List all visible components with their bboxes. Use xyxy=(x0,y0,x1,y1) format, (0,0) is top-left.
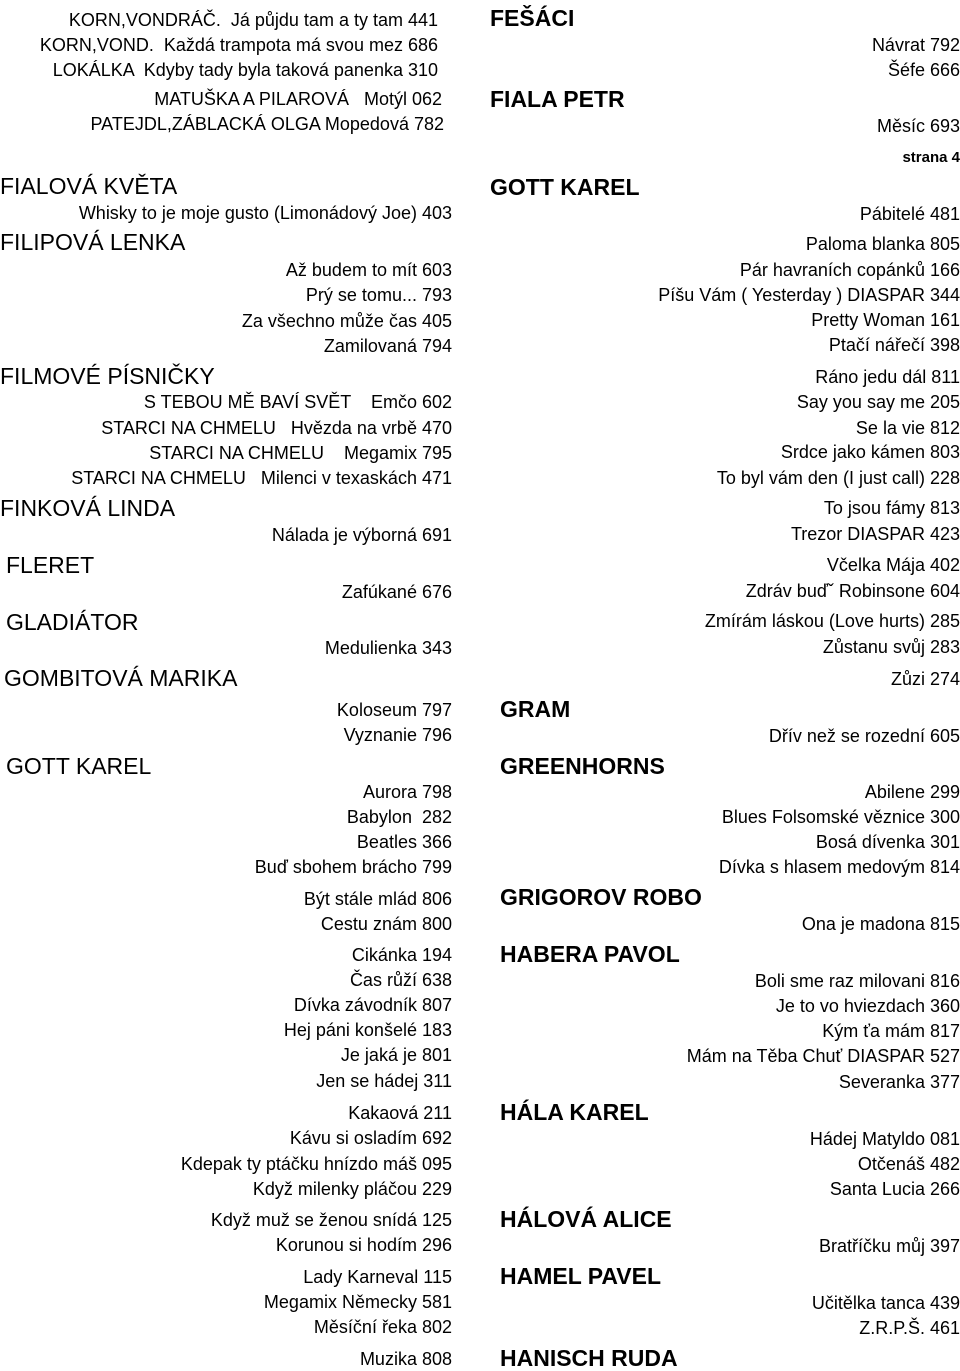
song-entry: To jsou fámy 813 xyxy=(823,498,960,518)
song-entry: Hádej Matyldo 081 xyxy=(809,1129,960,1149)
song-entry: Zmírám láskou (Love hurts) 285 xyxy=(704,611,960,631)
song-entry: Hej páni konšelé 183 xyxy=(283,1020,452,1040)
song-entry: Ptačí nářečí 398 xyxy=(828,335,960,355)
artist-heading: HAMEL PAVEL xyxy=(500,1263,662,1289)
song-entry: Bratříčku můj 397 xyxy=(818,1236,960,1256)
song-entry: Kdepak ty ptáčku hnízdo máš 095 xyxy=(180,1154,452,1174)
artist-heading: FIALA PETR xyxy=(490,86,625,112)
artist-heading: FINKOVÁ LINDA xyxy=(0,495,176,521)
song-entry: Vyznanie 796 xyxy=(343,725,452,745)
song-entry: Srdce jako kámen 803 xyxy=(780,442,960,462)
song-entry: Dřív než se rozední 605 xyxy=(768,726,960,746)
song-entry: Babylon 282 xyxy=(346,807,452,827)
artist-heading: GOMBITOVÁ MARIKA xyxy=(4,665,238,691)
artist-heading: HABERA PAVOL xyxy=(500,941,680,967)
song-entry: Měsíc 693 xyxy=(876,116,960,136)
song-entry: Medulienka 343 xyxy=(324,638,452,658)
page-number: strana 4 xyxy=(902,149,960,166)
artist-heading: FEŠÁCI xyxy=(490,5,575,31)
song-entry: Kým ťa mám 817 xyxy=(822,1021,960,1041)
song-entry: Když milenky pláčou 229 xyxy=(252,1179,452,1199)
song-entry: Kávu si osladím 692 xyxy=(289,1128,452,1148)
song-entry: Pár havraních copánků 166 xyxy=(739,260,960,280)
song-entry: Zůstanu svůj 283 xyxy=(822,637,960,657)
artist-heading: FIALOVÁ KVĚTA xyxy=(0,173,178,199)
song-entry: Nálada je výborná 691 xyxy=(271,525,452,545)
song-entry: STARCI NA CHMELU Milenci v texaskách 471 xyxy=(71,468,452,488)
song-entry: Whisky to je moje gusto (Limonádový Joe) 403 xyxy=(78,203,452,223)
song-entry: Abilene 299 xyxy=(864,782,960,802)
song-entry: Šéfe 666 xyxy=(887,60,960,80)
song-entry: Buď sbohem brácho 799 xyxy=(254,857,452,877)
song-entry: Být stále mlád 806 xyxy=(303,889,452,909)
song-entry: Když muž se ženou snídá 125 xyxy=(210,1210,452,1230)
song-entry: Je jaká je 801 xyxy=(340,1045,452,1065)
song-entry: Zamilovaná 794 xyxy=(323,336,452,356)
artist-heading: GLADIÁTOR xyxy=(6,609,139,635)
song-entry: Píšu Vám ( Yesterday ) DIASPAR 344 xyxy=(658,285,960,305)
artist-heading: GOTT KAREL xyxy=(6,753,152,779)
song-entry: Lady Karneval 115 xyxy=(303,1267,452,1287)
song-entry: STARCI NA CHMELU Megamix 795 xyxy=(149,443,452,463)
song-entry: Zdráv buďˇ Robinsone 604 xyxy=(745,581,960,601)
song-entry: Dívka s hlasem medovým 814 xyxy=(718,857,960,877)
song-entry: Muzika 808 xyxy=(359,1349,452,1369)
song-entry: Čas růží 638 xyxy=(349,970,452,990)
song-entry: KORN,VONDRÁČ. Já půjdu tam a ty tam 441 xyxy=(68,10,438,30)
song-entry: Trezor DIASPAR 423 xyxy=(790,524,960,544)
song-entry: Santa Lucia 266 xyxy=(829,1179,960,1199)
song-entry: Otčenáš 482 xyxy=(857,1154,960,1174)
song-entry: Učitělka tanca 439 xyxy=(811,1293,960,1313)
song-entry: Pretty Woman 161 xyxy=(811,310,960,330)
artist-heading: GREENHORNS xyxy=(500,753,665,779)
song-entry: Dívka závodník 807 xyxy=(293,995,452,1015)
song-entry: Je to vo hviezdach 360 xyxy=(775,996,960,1016)
song-entry: Korunou si hodím 296 xyxy=(275,1235,452,1255)
song-entry: STARCI NA CHMELU Hvězda na vrbě 470 xyxy=(101,418,452,438)
song-entry: Pábitelé 481 xyxy=(859,204,960,224)
song-entry: Mám na Těba Chuť DIASPAR 527 xyxy=(686,1046,960,1066)
artist-heading: FLERET xyxy=(6,552,95,578)
song-entry: KORN,VOND. Každá trampota má svou mez 686 xyxy=(39,35,438,55)
song-entry: Cestu znám 800 xyxy=(320,914,452,934)
song-entry: Prý se tomu... 793 xyxy=(305,285,452,305)
artist-heading: GRIGOROV ROBO xyxy=(500,884,702,910)
song-entry: Say you say me 205 xyxy=(796,392,960,412)
song-entry: Ona je madona 815 xyxy=(801,914,960,934)
song-entry: S TEBOU MĚ BAVÍ SVĚT Emčo 602 xyxy=(143,392,452,412)
song-entry: Boli sme raz milovani 816 xyxy=(754,971,960,991)
artist-heading: HÁLOVÁ ALICE xyxy=(500,1206,672,1232)
artist-heading: GOTT KAREL xyxy=(490,174,640,200)
artist-heading: HANISCH RUDA xyxy=(500,1345,678,1371)
song-entry: LOKÁLKA Kdyby tady byla taková panenka 310 xyxy=(52,60,438,80)
song-entry: Bosá dívenka 301 xyxy=(815,832,960,852)
song-entry: Cikánka 194 xyxy=(351,945,452,965)
song-entry: Se la vie 812 xyxy=(855,418,960,438)
artist-heading: FILMOVÉ PÍSNIČKY xyxy=(0,363,215,389)
song-entry: Koloseum 797 xyxy=(336,700,452,720)
song-entry: Za všechno může čas 405 xyxy=(241,311,452,331)
song-entry: Severanka 377 xyxy=(838,1072,960,1092)
song-entry: To byl vám den (I just call) 228 xyxy=(716,468,960,488)
song-entry: Beatles 366 xyxy=(356,832,452,852)
song-entry: Jen se hádej 311 xyxy=(316,1071,452,1091)
artist-heading: FILIPOVÁ LENKA xyxy=(0,229,186,255)
song-entry: Paloma blanka 805 xyxy=(805,234,960,254)
song-entry: Blues Folsomské věznice 300 xyxy=(721,807,960,827)
song-entry: Ráno jedu dál 811 xyxy=(815,367,960,387)
song-entry: Megamix Německy 581 xyxy=(263,1292,452,1312)
song-entry: MATUŠKA A PILAROVÁ Motýl 062 xyxy=(154,89,442,109)
song-entry: Zafúkané 676 xyxy=(341,582,452,602)
song-entry: PATEJDL,ZÁBLACKÁ OLGA Mopedová 782 xyxy=(90,114,444,134)
song-entry: Včelka Mája 402 xyxy=(826,555,960,575)
song-entry: Návrat 792 xyxy=(871,35,960,55)
song-entry: Až budem to mít 603 xyxy=(285,260,452,280)
song-entry: Z.R.P.Š. 461 xyxy=(859,1318,960,1338)
song-entry: Kakaová 211 xyxy=(348,1103,452,1123)
artist-heading: HÁLA KAREL xyxy=(500,1099,649,1125)
song-entry: Aurora 798 xyxy=(362,782,452,802)
song-entry: Zůzi 274 xyxy=(890,669,960,689)
artist-heading: GRAM xyxy=(500,696,571,722)
song-entry: Měsíční řeka 802 xyxy=(313,1317,452,1337)
